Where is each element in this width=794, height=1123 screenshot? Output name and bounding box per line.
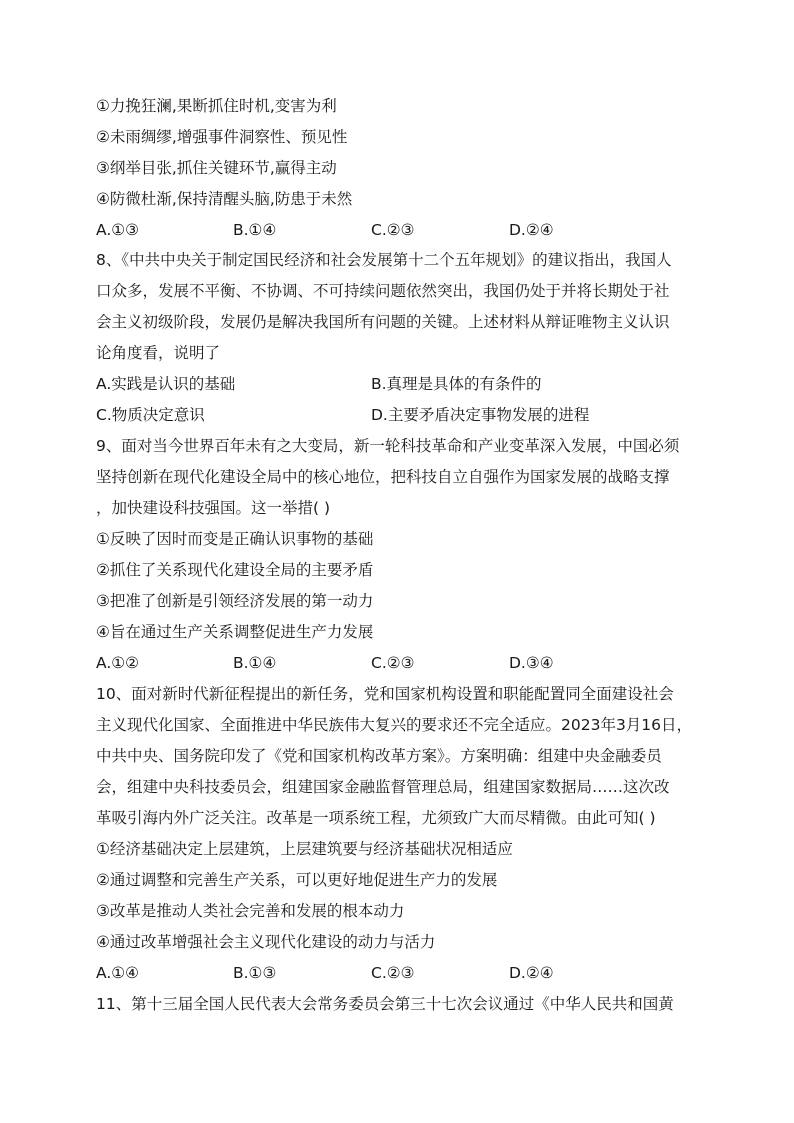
q7-statement-4: ④防微杜渐,保持清醒头脑,防患于未然 (96, 190, 353, 208)
q9-stem-line-1: 9、面对当今世界百年未有之大变局，新一轮科技革命和产业变革深入发展，中国必须 (96, 437, 680, 455)
q7-option-a[interactable]: A.①③ (96, 221, 140, 239)
q10-option-d[interactable]: D.②④ (509, 964, 554, 982)
q9-statement-4: ④旨在通过生产关系调整促进生产力发展 (96, 623, 374, 641)
q8-stem-line-4: 论角度看，说明了 (96, 344, 221, 362)
q7-option-b[interactable]: B.①④ (233, 221, 277, 239)
q10-stem-line-4: 会，组建中央科技委员会，组建国家金融监督管理总局，组建国家数据局……这次改 (96, 778, 670, 796)
q9-stem-line-3: ，加快建设科技强国。这一举措( ) (96, 499, 331, 517)
q10-statement-1: ①经济基础决定上层建筑，上层建筑要与经济基础状况相适应 (96, 840, 513, 858)
q7-statement-3: ③纲举目张,抓住关键环节,赢得主动 (96, 159, 337, 177)
q9-statement-3: ③把准了创新是引领经济发展的第一动力 (96, 592, 374, 610)
q9-option-b[interactable]: B.①④ (233, 654, 277, 672)
q10-option-c[interactable]: C.②③ (371, 964, 415, 982)
q10-statement-4: ④通过改革增强社会主义现代化建设的动力与活力 (96, 933, 436, 951)
q7-statement-2: ②未雨绸缪,增强事件洞察性、预见性 (96, 128, 348, 146)
q9-option-d[interactable]: D.③④ (509, 654, 554, 672)
q8-option-a[interactable]: A.实践是认识的基础 (96, 375, 236, 393)
q7-option-c[interactable]: C.②③ (371, 221, 415, 239)
q10-option-b[interactable]: B.①③ (233, 964, 277, 982)
q8-options-row-1 (96, 374, 706, 394)
q8-option-b[interactable]: B.真理是具体的有条件的 (371, 375, 542, 393)
q10-option-a[interactable]: A.①④ (96, 964, 140, 982)
q11-stem-line-1: 11、第十三届全国人民代表大会常务委员会第三十七次会议通过《中华人民共和国黄 (96, 995, 674, 1013)
q10-options (96, 963, 706, 983)
q9-statement-2: ②抓住了关系现代化建设全局的主要矛盾 (96, 561, 374, 579)
q8-stem-line-2: 口众多，发展不平衡、不协调、不可持续问题依然突出，我国仍处于并将长期处于社 (96, 282, 670, 300)
q10-statement-2: ②通过调整和完善生产关系，可以更好地促进生产力的发展 (96, 871, 498, 889)
q9-option-a[interactable]: A.①② (96, 654, 140, 672)
q7-options (96, 220, 706, 240)
q10-stem-line-5: 革吸引海内外广泛关注。改革是一项系统工程，尤须致广大而尽精微。由此可知( ) (96, 809, 656, 827)
q9-option-c[interactable]: C.②③ (371, 654, 415, 672)
q7-option-d[interactable]: D.②④ (509, 221, 554, 239)
q8-stem-line-3: 会主义初级阶段，发展仍是解决我国所有问题的关键。上述材料从辩证唯物主义认识 (96, 313, 670, 331)
q9-statement-1: ①反映了因时而变是正确认识事物的基础 (96, 530, 374, 548)
q8-option-d[interactable]: D.主要矛盾决定事物发展的进程 (371, 406, 590, 424)
q10-stem-line-1: 10、面对新时代新征程提出的新任务，党和国家机构设置和职能配置同全面建设社会 (96, 685, 674, 703)
q8-options-row-2 (96, 405, 706, 425)
q7-statement-1: ①力挽狂澜,果断抓住时机,变害为利 (96, 97, 337, 115)
q9-stem-line-2: 坚持创新在现代化建设全局中的核心地位，把科技自立自强作为国家发展的战略支撑 (96, 468, 670, 486)
q8-stem-line-1: 8、《中共中央关于制定国民经济和社会发展第十二个五年规划》的建议指出，我国人 (96, 251, 672, 269)
q10-stem-line-3: 中共中央、国务院印发了《党和国家机构改革方案》。方案明确：组建中央金融委员 (96, 747, 662, 765)
q10-statement-3: ③改革是推动人类社会完善和发展的根本动力 (96, 902, 405, 920)
q8-option-c[interactable]: C.物质决定意识 (96, 406, 205, 424)
q9-options (96, 653, 706, 673)
q10-stem-line-2: 主义现代化国家、全面推进中华民族伟大复兴的要求还不完全适应。2023年3月16日， (96, 716, 693, 734)
